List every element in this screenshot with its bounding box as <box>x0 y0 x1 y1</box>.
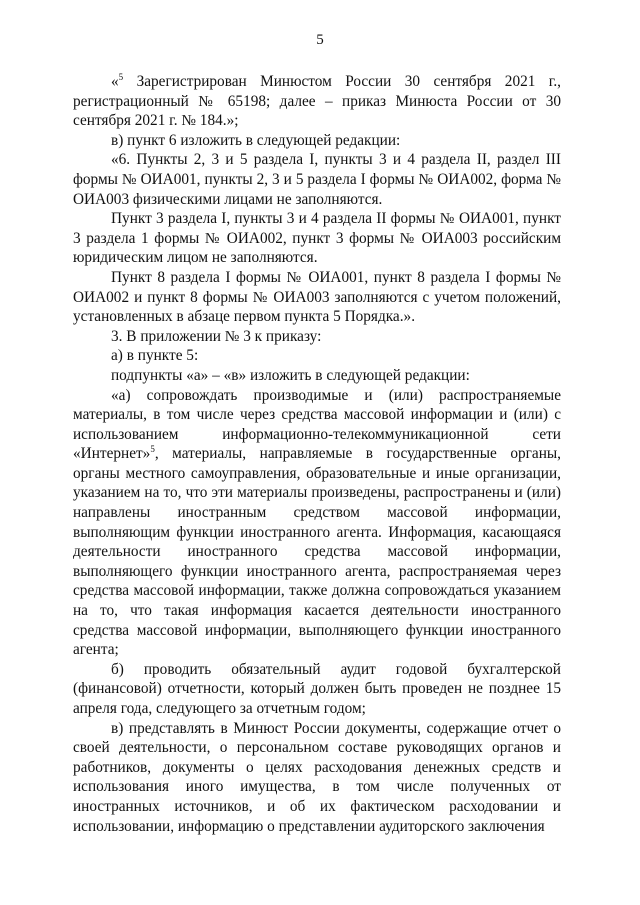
document-body <box>73 72 561 836</box>
footnote-open-quote: « <box>111 73 119 90</box>
footnote-marker: 5 <box>118 71 124 82</box>
paragraph-point-6: «6. Пункты 2, 3 и 5 раздела I, пункты 3 и 4 раздела II, раздел III формы № ОИА001, пункты 2, 3 и 5 раздела I формы № ОИА002, форма № ОИА003 физическими лицами не заполняются. <box>73 151 561 208</box>
paragraph-point-8: Пункт 8 раздела I формы № ОИА001, пункт 8 раздела I формы № ОИА002 и пункт 8 формы № ОИА003 заполняются с учетом положений, установленных в абзаце первом пункта 5 Порядка.». <box>73 268 561 326</box>
paragraph-subitem-b: б) проводить обязательный аудит годовой бухгалтерской (финансовой) отчетности, который должен быть проведен не позднее 15 апреля года, следующего за отчетным годом; <box>73 660 561 717</box>
subitem-a-text-end: , материалы, направляемые в государственные органы, органы местного самоуправления, образовательные и иные организации, указанием на то, что эти материалы произведены, распространены и (или) направлены иностранным средством массовой информации, выполняющим функции иностранного агента. Информация, касающаяся деятельности иностранного средства массовой информации, выполняющего функции иностранного агента, распространяемая через средства массовой информации, также должна сопровождаться указанием на то, что такая информация касается деятельности иностранного средства массовой информации, выполняющего функции иностранного агента; <box>73 445 561 659</box>
subitem-a-text-start: «а) сопровождать производимые и (или) распространяемые материалы, в том числе через средства массовой информации и (или) с использованием информационно-телекоммуникационной сети «Интернет» <box>73 386 561 463</box>
paragraph-item-v: в) пункт 6 изложить в следующей редакции: <box>111 131 401 149</box>
page-number: 5 <box>316 32 324 48</box>
footnote-text: Зарегистрирован Минюстом России 30 сентября 2021 г., регистрационный № 65198; далее – приказ Минюста России от 30 сентября 2021 г. № 184.»; <box>73 73 561 130</box>
paragraph-subitems: подпункты «а» – «в» изложить в следующей редакции: <box>111 366 470 384</box>
paragraph-legal-entity: Пункт 3 раздела I, пункты 3 и 4 раздела II формы № ОИА001, пункт 3 раздела 1 формы № ОИА002, пункт 3 формы № ОИА003 российским юридическим лицом не заполняются. <box>73 210 561 267</box>
paragraph-item-a: а) в пункте 5: <box>111 347 199 365</box>
paragraph-subitem-v: в) представлять в Минюст России документы, содержащие отчет о своей деятельности, о персональном составе руководящих органов и работников, документы о целях расходования денежных средств и использования иного имущества, в том числе полученных от иностранных источников, и об их фактическом расходовании и использовании, информацию о представлении аудиторского заключения <box>73 719 561 835</box>
footnote-marker-2: 5 <box>150 444 155 455</box>
paragraph-appendix-3: 3. В приложении № 3 к приказу: <box>111 327 322 345</box>
paragraph-subitem-a <box>73 386 561 660</box>
footnote-paragraph <box>73 72 561 131</box>
